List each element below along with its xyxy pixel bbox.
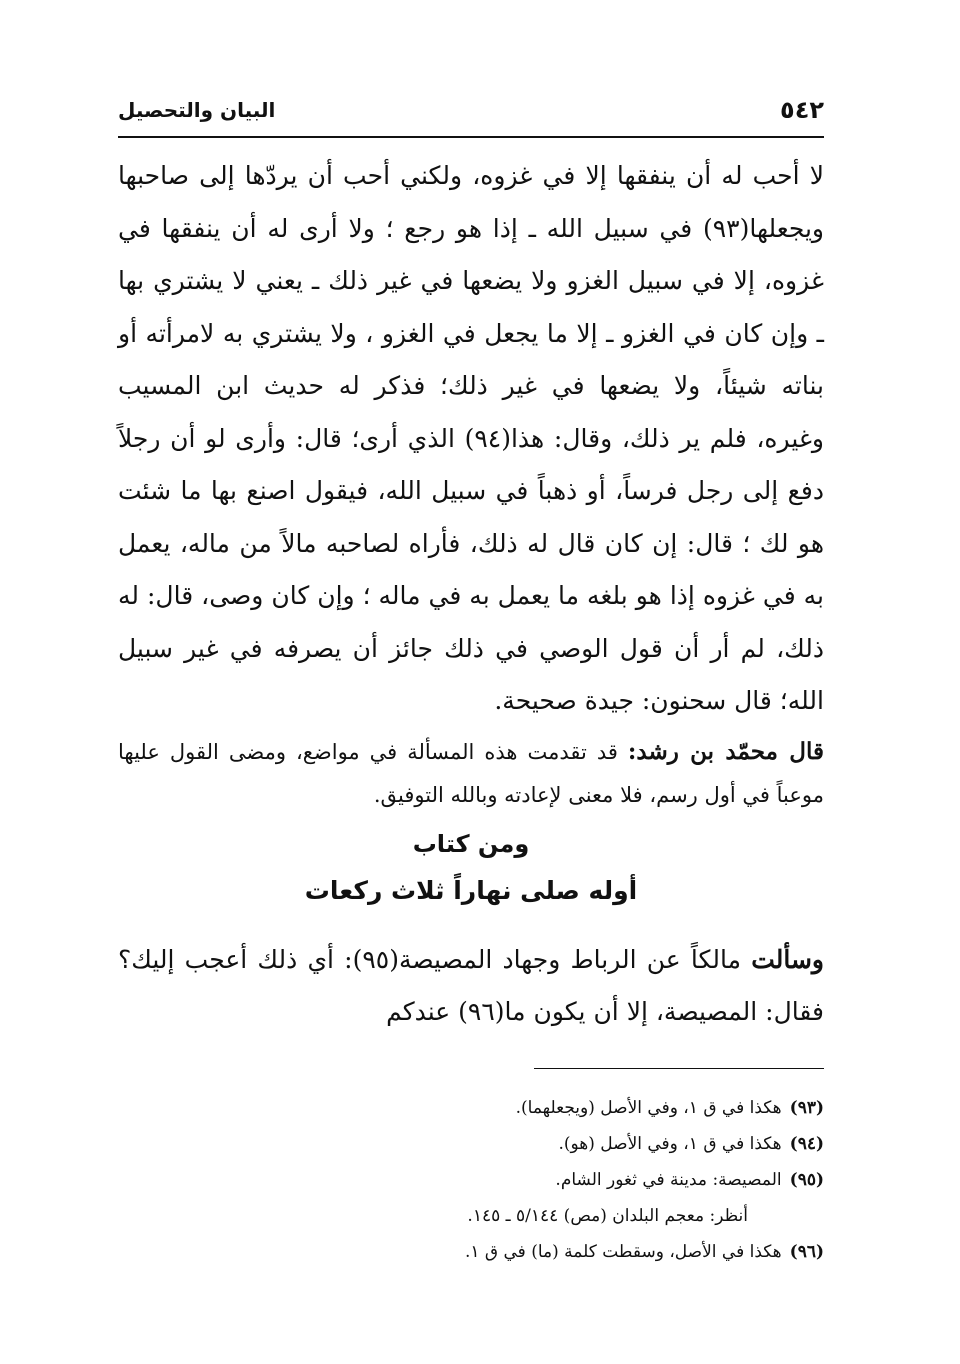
page-header — [118, 92, 824, 132]
footnote-93 — [118, 1090, 824, 1126]
footnote-text: هكذا في ق ١، وفي الأصل (ويجعلهما). — [515, 1098, 782, 1118]
chapter-heading-line2: أوله صلى نهاراً ثلاث ركعات — [304, 876, 638, 905]
footnote-text: هكذا في الأصل، وسقطت كلمة (ما) في ق ١. — [464, 1242, 782, 1262]
footnote-rule — [534, 1068, 824, 1069]
footnotes — [118, 1090, 824, 1270]
footnote-text: هكذا في ق ١، وفي الأصل (هو). — [558, 1134, 782, 1154]
footnote-95 — [118, 1162, 824, 1198]
footnote-number: (٩٣) — [789, 1098, 824, 1118]
ibn-rushd-commentary — [118, 730, 824, 817]
question-lead: وسألت — [751, 945, 824, 974]
page-number: ٥٤٢ — [780, 96, 824, 124]
footnote-94 — [118, 1126, 824, 1162]
running-title: البيان والتحصيل — [118, 98, 276, 122]
footnote-96 — [118, 1234, 824, 1270]
footnote-number: (٩٤) — [789, 1134, 824, 1154]
footnote-text: أنظر: معجم البلدان (مص) ٥/١٤٤ ـ ١٤٥. — [467, 1206, 748, 1226]
header-rule — [118, 136, 824, 138]
commentary-text: قد تقدمت هذه المسألة في مواضع، ومضى القول عليها موعباً في أول رسم، فلا معنى لإعادته وبالله التوفيق. — [118, 740, 824, 807]
chapter-heading-line1: ومن كتاب — [412, 830, 530, 858]
footnote-text: المصيصة: مدينة في ثغور الشام. — [555, 1170, 782, 1190]
commentary-speaker: قال محمّد بن رشد: — [627, 738, 824, 765]
footnote-number: (٩٦) — [789, 1242, 824, 1262]
question-paragraph — [118, 934, 824, 1038]
question-text: مالكاً عن الرباط وجهاد المصيصة(٩٥): أي ذلك أعجب إليك؟ فقال: المصيصة، إلا أن يكون ما(٩٦) عندكم — [118, 945, 824, 1026]
footnote-number: (٩٥) — [789, 1170, 824, 1190]
footnote-95-continuation — [118, 1198, 824, 1234]
main-paragraph: لا أحب له أن ينفقها إلا في غزوه، ولكني أحب أن يردّها إلى صاحبها ويجعلها(٩٣) في سبيل الله ـ إذا هو رجع ؛ ولا أرى له أن ينفقها في غزوه، إلا في سبيل الغزو ولا يضعها في غير ذلك ـ يعني لا يشتري بها ـ وإن كان في الغزو ـ إلا ما يجعل في الغزو ، ولا يشتري به لامرأته أو بناته شيئاً، ولا يضعها في غير ذلك؛ فذكر له حديث ابن المسيب وغيره، فلم ير ذلك، وقال: هذا(٩٤) الذي أرى؛ قال: وأرى لو أن رجلاً دفع إلى رجل فرساً، أو ذهباً في سبيل الله، فيقول اصنع بها ما شئت هو لك ؛ قال: إن كان قال له ذلك، فأراه لصاحبه مالاً من ماله، يعمل به في غزوه إذا هو بلغه ما يعمل به في ماله ؛ وإن كان وصى، قال: له ذلك، لم أر أن قول الوصي في ذلك جائز أن يصرفه في غير سبيل الله؛ قال سحنون: جيدة صحيحة. — [118, 161, 825, 715]
